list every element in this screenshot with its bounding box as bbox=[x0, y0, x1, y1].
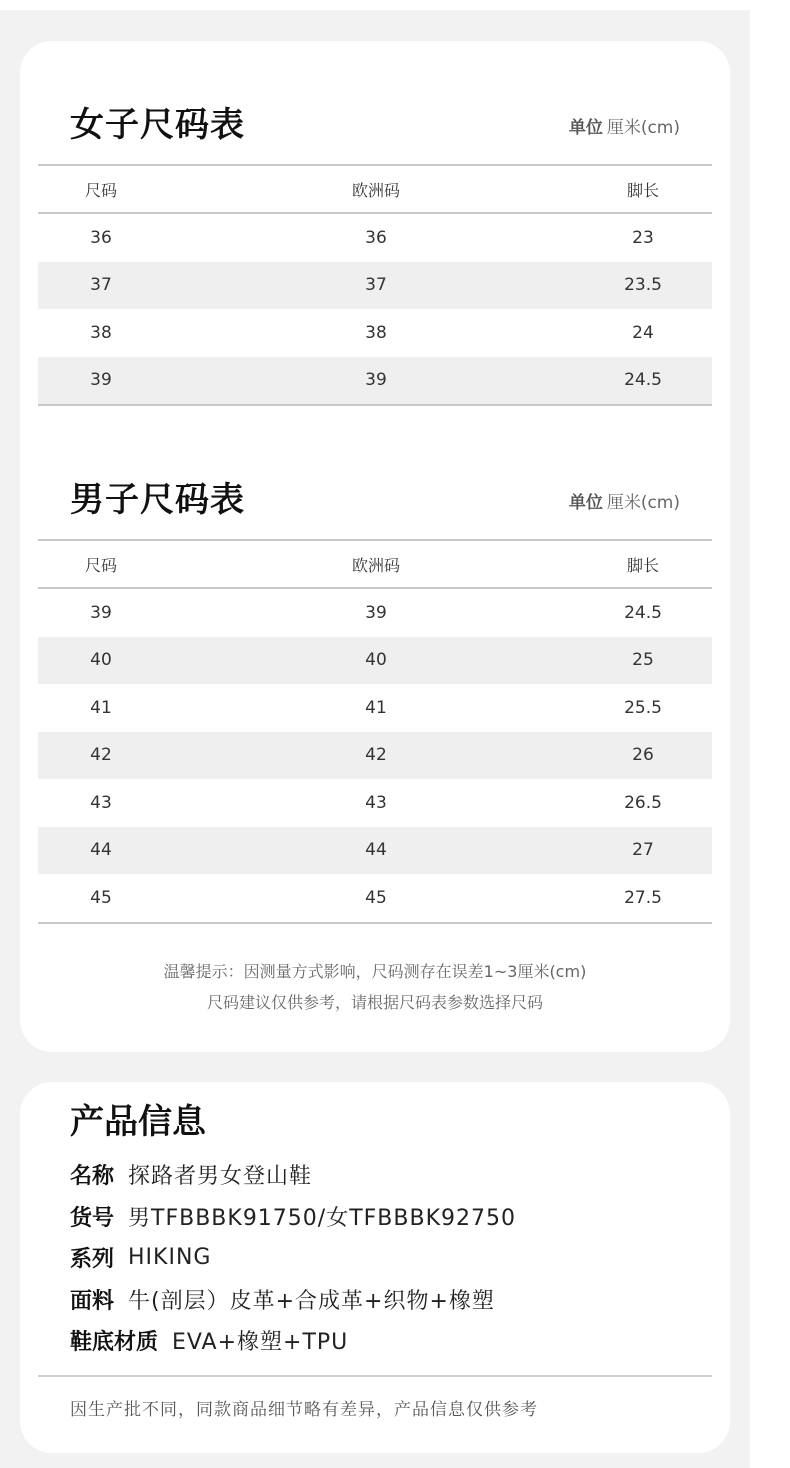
product-info-title: 产品信息 bbox=[70, 1102, 206, 1142]
unit-label: 单位 bbox=[568, 493, 603, 513]
info-label: 货号 bbox=[70, 1205, 115, 1231]
table-row bbox=[38, 309, 712, 357]
cell-size: 43 bbox=[90, 792, 112, 813]
info-row-series bbox=[70, 1237, 516, 1279]
info-value: HIKING bbox=[128, 1245, 212, 1271]
size-notes bbox=[20, 956, 730, 1018]
info-value: 探路者男女登山鞋 bbox=[128, 1164, 313, 1190]
info-label: 名称 bbox=[70, 1164, 115, 1190]
unit-value: 厘米(cm) bbox=[606, 118, 680, 138]
header-foot-length: 脚长 bbox=[626, 180, 659, 200]
size-note-line-1: 温馨提示：因测量方式影响，尺码测存在误差1~3厘米(cm) bbox=[163, 962, 587, 981]
info-value: EVA+橡塑+TPU bbox=[172, 1330, 349, 1356]
cell-foot-length: 26.5 bbox=[624, 792, 662, 813]
cell-eu-size: 37 bbox=[365, 275, 387, 296]
cell-eu-size: 44 bbox=[365, 840, 387, 861]
cell-foot-length: 25 bbox=[632, 650, 654, 671]
table-row bbox=[38, 732, 712, 780]
info-row-material bbox=[70, 1279, 516, 1321]
table-header bbox=[38, 164, 712, 214]
header-size: 尺码 bbox=[84, 180, 117, 200]
table-row bbox=[38, 779, 712, 827]
unit-value: 厘米(cm) bbox=[606, 493, 680, 513]
table-row bbox=[38, 214, 712, 262]
table-row bbox=[38, 827, 712, 875]
cell-foot-length: 27 bbox=[632, 840, 654, 861]
cell-size: 45 bbox=[90, 887, 112, 908]
men-unit-label bbox=[569, 488, 680, 513]
table-row bbox=[38, 262, 712, 310]
cell-foot-length: 26 bbox=[632, 745, 654, 766]
cell-foot-length: 27.5 bbox=[624, 887, 662, 908]
cell-size: 41 bbox=[90, 697, 112, 718]
men-size-table bbox=[38, 539, 712, 924]
size-note-line-2: 尺码建议仅供参考，请根据尺码表参数选择尺码 bbox=[206, 993, 543, 1012]
cell-foot-length: 24.5 bbox=[624, 370, 662, 391]
table-header bbox=[38, 539, 712, 589]
unit-label: 单位 bbox=[568, 118, 603, 138]
info-label: 面料 bbox=[70, 1288, 115, 1314]
women-size-chart-title: 女子尺码表 bbox=[70, 105, 245, 145]
divider bbox=[38, 1375, 712, 1377]
cell-eu-size: 39 bbox=[365, 602, 387, 623]
cell-eu-size: 42 bbox=[365, 745, 387, 766]
cell-eu-size: 43 bbox=[365, 792, 387, 813]
cell-eu-size: 45 bbox=[365, 887, 387, 908]
product-info-list bbox=[70, 1154, 516, 1362]
product-info-card bbox=[20, 1082, 730, 1453]
cell-eu-size: 39 bbox=[365, 370, 387, 391]
table-row bbox=[38, 589, 712, 637]
info-label: 鞋底材质 bbox=[70, 1330, 159, 1356]
cell-eu-size: 38 bbox=[365, 322, 387, 343]
info-row-name bbox=[70, 1154, 516, 1196]
cell-eu-size: 40 bbox=[365, 650, 387, 671]
info-label: 系列 bbox=[70, 1247, 115, 1273]
table-row bbox=[38, 357, 712, 407]
women-size-table bbox=[38, 164, 712, 406]
cell-size: 40 bbox=[90, 650, 112, 671]
cell-size: 39 bbox=[90, 602, 112, 623]
header-eu-size: 欧洲码 bbox=[351, 180, 400, 200]
cell-size: 36 bbox=[90, 227, 112, 248]
table-row bbox=[38, 684, 712, 732]
table-row bbox=[38, 874, 712, 924]
cell-foot-length: 23 bbox=[632, 227, 654, 248]
cell-size: 38 bbox=[90, 322, 112, 343]
info-row-sku bbox=[70, 1196, 516, 1238]
cell-eu-size: 36 bbox=[365, 227, 387, 248]
cell-size: 39 bbox=[90, 370, 112, 391]
cell-foot-length: 25.5 bbox=[624, 697, 662, 718]
size-chart-card bbox=[20, 41, 730, 1052]
info-row-sole bbox=[70, 1320, 516, 1362]
cell-eu-size: 41 bbox=[365, 697, 387, 718]
product-info-disclaimer: 因生产批不同，同款商品细节略有差异，产品信息仅供参考 bbox=[70, 1400, 538, 1420]
cell-size: 37 bbox=[90, 275, 112, 296]
table-row bbox=[38, 637, 712, 685]
cell-foot-length: 24 bbox=[632, 322, 654, 343]
info-value: 男TFBBBK91750/女TFBBBK92750 bbox=[128, 1205, 516, 1231]
cell-foot-length: 23.5 bbox=[624, 275, 662, 296]
cell-size: 44 bbox=[90, 840, 112, 861]
info-value: 牛(剖层）皮革+合成革+织物+橡塑 bbox=[128, 1288, 495, 1314]
header-size: 尺码 bbox=[84, 555, 117, 575]
header-eu-size: 欧洲码 bbox=[351, 555, 400, 575]
men-size-chart-title: 男子尺码表 bbox=[70, 480, 245, 520]
women-unit-label bbox=[569, 113, 680, 138]
cell-size: 42 bbox=[90, 745, 112, 766]
header-foot-length: 脚长 bbox=[626, 555, 659, 575]
cell-foot-length: 24.5 bbox=[624, 602, 662, 623]
